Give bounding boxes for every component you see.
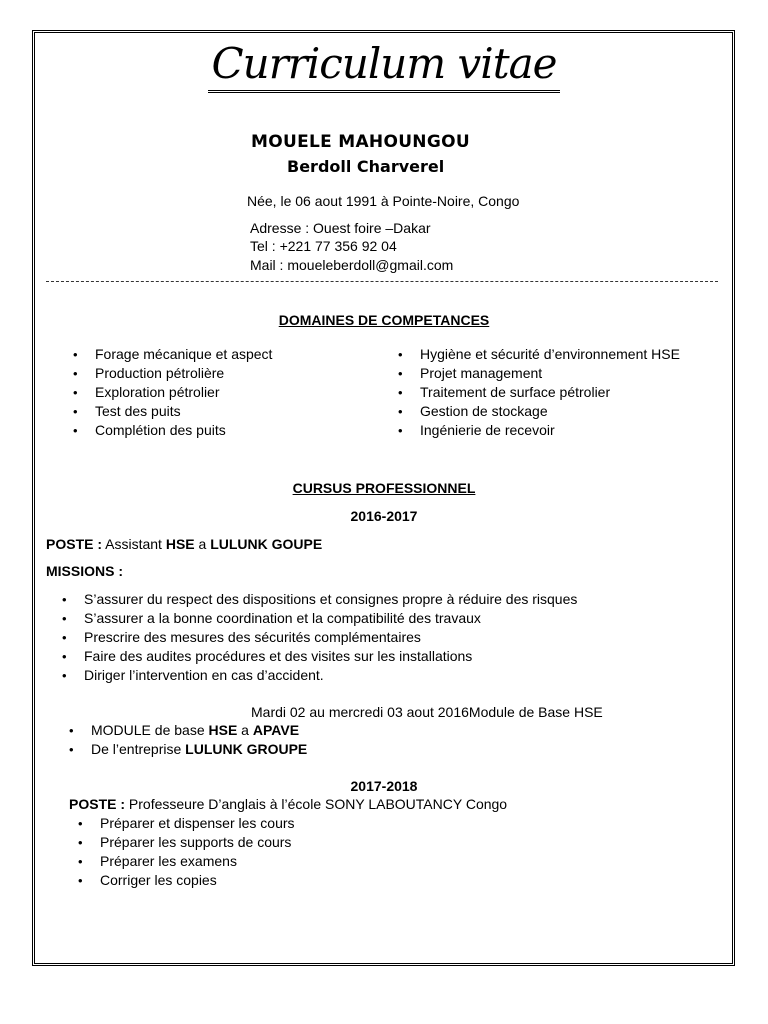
list-item: • Préparer les supports de cours [78, 833, 295, 852]
module-list [69, 721, 307, 759]
module-company: LULUNK GROUPE [185, 741, 308, 757]
list-item: • Production pétrolière [73, 364, 272, 383]
module-text: MODULE de base [91, 722, 209, 738]
candidate-given-names: Berdoll Charverel [287, 157, 445, 176]
missions-list [62, 590, 577, 685]
module-text: a [237, 722, 253, 738]
list-item: • Prescrire des mesures des sécurités complémentaires [62, 628, 577, 647]
list-item: • Complétion des puits [73, 421, 272, 440]
competences-title: DOMAINES DE COMPETANCES [278, 312, 490, 328]
dashed-separator [46, 281, 718, 282]
list-item: • Corriger les copies [78, 871, 295, 890]
list-item: • Ingénierie de recevoir [398, 421, 680, 440]
missions-label: MISSIONS : [46, 563, 124, 579]
module-hse: HSE [208, 722, 238, 738]
job2-years: 2017-2018 [350, 778, 418, 794]
list-item: • Gestion de stockage [398, 402, 680, 421]
list-item: • Diriger l’intervention en cas d’accident. [62, 666, 577, 685]
list-item: • Test des puits [73, 402, 272, 421]
competences-right-list [398, 345, 680, 440]
job1-years: 2016-2017 [350, 508, 418, 524]
list-item [69, 740, 307, 759]
poste-company: LULUNK GOUPE [210, 536, 323, 552]
list-item: • Projet management [398, 364, 680, 383]
poste-label: POSTE : [69, 796, 126, 812]
list-item: • S’assurer a la bonne coordination et la compatibilité des travaux [62, 609, 577, 628]
poste-text: Assistant [102, 536, 166, 552]
job2-tasks-list [78, 814, 295, 890]
poste-label: POSTE : [46, 536, 103, 552]
competences-left-list [73, 345, 272, 440]
list-item: • S’assurer du respect des dispositions et consignes propre à réduire des risques [62, 590, 577, 609]
phone-line: Tel : +221 77 356 92 04 [250, 238, 397, 254]
list-item: • Exploration pétrolier [73, 383, 272, 402]
list-item: • Traitement de surface pétrolier [398, 383, 680, 402]
list-item [69, 721, 307, 740]
mail-line: Mail : moueleberdoll@gmail.com [250, 257, 454, 273]
poste-text: a [194, 536, 211, 552]
list-item: • Préparer et dispenser les cours [78, 814, 295, 833]
module-apave: APAVE [252, 722, 300, 738]
list-item: • Forage mécanique et aspect [73, 345, 272, 364]
module-text: De l’entreprise [91, 741, 186, 757]
cv-title: Curriculum vitae [0, 38, 768, 93]
birth-info: Née, le 06 aout 1991 à Pointe-Noire, Congo [247, 193, 520, 209]
list-item: • Faire des audites procédures et des visites sur les installations [62, 647, 577, 666]
job2-poste [69, 796, 507, 812]
list-item: • Hygiène et sécurité d’environnement HSE [398, 345, 680, 364]
address-line: Adresse : Ouest foire –Dakar [250, 220, 431, 236]
poste-text: Professeure D’anglais à l’école SONY LABOUTANCY Congo [125, 796, 508, 812]
module-line: Mardi 02 au mercredi 03 aout 2016Module de Base HSE [251, 704, 603, 720]
poste-hse: HSE [165, 536, 195, 552]
cursus-title: CURSUS PROFESSIONNEL [292, 480, 476, 496]
job1-poste [46, 536, 322, 552]
list-item: • Préparer les examens [78, 852, 295, 871]
candidate-name: MOUELE MAHOUNGOU [251, 132, 470, 152]
